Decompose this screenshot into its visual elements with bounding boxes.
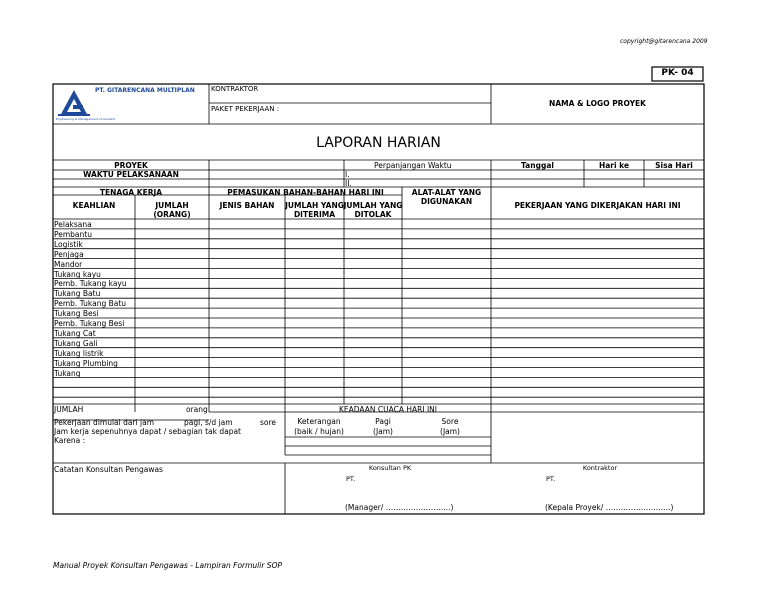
jenis-bahan-header: JENIS BAHAN [219,201,275,210]
kontraktor-sign-label: Kontraktor [582,464,618,472]
worker-row-label: Tukang Gali [54,338,98,348]
ditolak-header-2: DITOLAK [354,210,392,219]
proyek-label: PROYEK [114,161,148,170]
catatan-label: Catatan Konsultan Pengawas [54,465,163,474]
company-name: PT. GITARENCANA MULTIPLAN [95,87,195,94]
alat-header-1: ALAT-ALAT YANG [411,188,482,197]
perpanjangan-label: Perpanjangan Waktu [374,161,452,170]
worker-row-label: Mandor [54,259,83,269]
kontraktor-label: KONTRAKTOR [211,85,259,93]
footer-note: Manual Proyek Konsultan Pengawas - Lampiran Formulir SOP [53,561,282,570]
worker-row-label: Tukang listrik [54,348,104,358]
pagi-label-2: (Jam) [373,427,393,436]
orang-label: orang [186,405,208,414]
paket-pekerjaan-label: PAKET PEKERJAAN : [211,105,280,113]
company-tagline: Engineering & Management Consultant [56,117,116,121]
company-logo-icon [56,86,92,118]
hari-ke-label: Hari ke [598,161,630,170]
worker-row-label: Pemb. Tukang Besi [54,319,125,328]
pekerjaan-header: PEKERJAAN YANG DIKERJAKAN HARI INI [514,201,681,210]
worker-row-label: Tukang Besi [54,309,99,319]
pemasukan-header: PEMASUKAN BAHAN-BAHAN HARI INI [227,188,384,197]
worker-row-label: Tukang [54,368,81,378]
worker-row-label: Pemb. Tukang Batu [54,299,127,309]
pt-kontraktor: PT. [546,475,556,483]
karena-label: Karena : [54,436,86,445]
sepenuhnya-label: Jam kerja sepenuhnya dapat / sebagian tak dapat [54,427,241,436]
sore-label: sore [260,418,277,427]
ditolak-header-1: JUMLAH YANG [343,201,403,210]
jumlah-header-2: (ORANG) [153,210,191,219]
mulai-label: Pekerjaan dimulai dari jam [54,418,155,427]
worker-row-label: Pemb. Tukang kayu [54,279,127,289]
worker-row-label: Tukang Batu [54,289,101,299]
waktu-pelaksanaan-label: WAKTU PELAKSANAAN [83,170,179,179]
pagi-label-1: Pagi [375,417,391,426]
worker-row-label: Tukang kayu [54,269,101,279]
nama-logo-proyek: NAMA & LOGO PROYEK [549,99,646,108]
tenaga-kerja-header: TENAGA KERJA [99,188,163,197]
sore-weather-label-2: (Jam) [440,427,460,436]
manager-signature: (Manager/ ……………………..) [345,503,454,512]
jumlah-header-1: JUMLAH [155,201,189,210]
jumlah-label: JUMLAH [54,405,84,414]
roman-one: I. [345,170,350,179]
worker-row-label: Tukang Plumbing [54,358,118,368]
tanggal-label: Tanggal [521,161,554,170]
pagi-sd-label: pagi, s/d jam [184,418,233,427]
kepala-proyek-signature: (Kepala Proyek/ ……………………..) [545,503,674,512]
sore-weather-label-1: Sore [441,417,459,426]
keterangan-label-2: (baik / hujan) [294,427,344,436]
cuaca-title: KEADAAN CUACA HARI INI [339,405,437,414]
page-title: LAPORAN HARIAN [316,135,441,151]
keterangan-label-1: Keterangan [297,417,341,426]
worker-row-label: Pembantu [54,229,92,239]
worker-row-label: Penjaga [54,249,84,259]
alat-header-2: DIGUNAKAN [420,197,473,206]
form-code: PK- 04 [661,68,694,78]
worker-row-label: Pelaksana [54,220,92,229]
roman-two: II. [345,179,352,188]
copyright: copyright@gitarencana 2009 [620,38,708,45]
diterima-header-1: JUMLAH YANG [285,201,344,210]
diterima-header-2: DITERIMA [293,210,336,219]
sisa-hari-label: Sisa Hari [655,161,693,170]
worker-row-label: Tukang Cat [54,328,96,338]
konsultan-pk-label: Konsultan PK [368,464,412,472]
worker-row-label: Logistik [54,239,83,249]
keahlian-header: KEAHLIAN [72,201,116,210]
pt-konsultan: PT. [346,475,356,483]
